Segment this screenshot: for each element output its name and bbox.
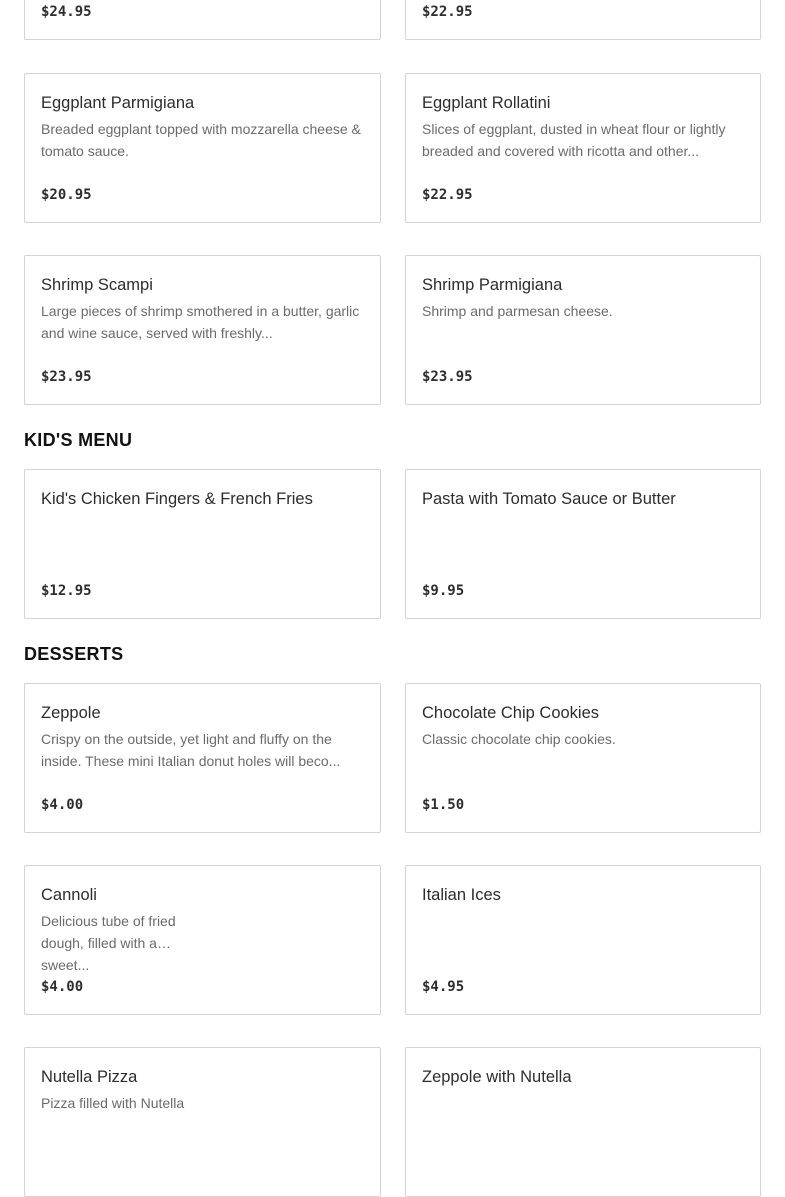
item-name: Eggplant Rollatini	[422, 94, 551, 112]
menu-item-card[interactable]	[24, 255, 381, 405]
item-name: Eggplant Parmigiana	[41, 94, 195, 112]
menu-item-card[interactable]	[405, 469, 761, 619]
menu-item-card[interactable]	[24, 73, 381, 223]
section-heading-kids-menu: KID'S MENU	[24, 430, 133, 450]
item-name: Zeppole with Nutella	[422, 1068, 572, 1086]
item-description: Breaded eggplant topped with mozzarella cheese & tomato sauce.	[41, 121, 361, 159]
item-price: $22.95	[422, 187, 473, 203]
item-price: $20.95	[41, 187, 92, 203]
menu-item-card[interactable]	[24, 469, 381, 619]
item-price: $23.95	[422, 369, 473, 385]
item-description: Slices of eggplant, dusted in wheat flour or lightly breaded and covered with ricotta and other...	[422, 121, 726, 159]
item-price: $12.95	[41, 583, 92, 599]
item-description: Shrimp and parmesan cheese.	[422, 303, 613, 319]
item-name: Cannoli	[41, 886, 97, 904]
item-price: $4.00	[41, 979, 84, 995]
item-price: $24.95	[41, 4, 92, 20]
menu-item-card[interactable]	[24, 683, 381, 833]
item-description: Delicious tube of fried dough, filled with a sweet...	[41, 913, 176, 973]
item-price: $23.95	[41, 369, 92, 385]
menu-item-card[interactable]	[405, 865, 761, 1015]
item-price: $9.95	[422, 583, 465, 599]
menu-item-card[interactable]	[405, 683, 761, 833]
menu-item-card[interactable]	[405, 1047, 761, 1197]
item-name: Pasta with Tomato Sauce or Butter	[422, 490, 676, 508]
item-description: Pizza filled with Nutella	[41, 1095, 185, 1111]
menu-item-card[interactable]	[24, 0, 381, 40]
menu-item-card[interactable]	[24, 1047, 381, 1197]
item-name: Shrimp Scampi	[41, 276, 153, 294]
item-price: $4.00	[41, 797, 84, 813]
item-name: Italian Ices	[422, 886, 501, 904]
menu-item-card[interactable]	[405, 255, 761, 405]
item-name: Shrimp Parmigiana	[422, 276, 563, 294]
item-name: Kid's Chicken Fingers & French Fries	[41, 490, 313, 508]
menu-item-card[interactable]	[24, 865, 381, 1015]
section-heading-desserts: DESSERTS	[24, 644, 124, 664]
menu-item-card[interactable]	[405, 0, 761, 40]
item-description: Classic chocolate chip cookies.	[422, 731, 616, 747]
item-name: Nutella Pizza	[41, 1068, 138, 1086]
item-name: Zeppole	[41, 704, 101, 722]
item-name: Chocolate Chip Cookies	[422, 704, 600, 722]
item-price: $22.95	[422, 4, 473, 20]
item-description: Large pieces of shrimp smothered in a butter, garlic and wine sauce, served with freshly...	[41, 303, 360, 341]
item-description: Crispy on the outside, yet light and fluffy on the inside. These mini Italian donut holes will beco...	[41, 731, 341, 769]
menu-item-card[interactable]	[405, 73, 761, 223]
item-price: $1.50	[422, 797, 465, 813]
item-price: $4.95	[422, 979, 465, 995]
